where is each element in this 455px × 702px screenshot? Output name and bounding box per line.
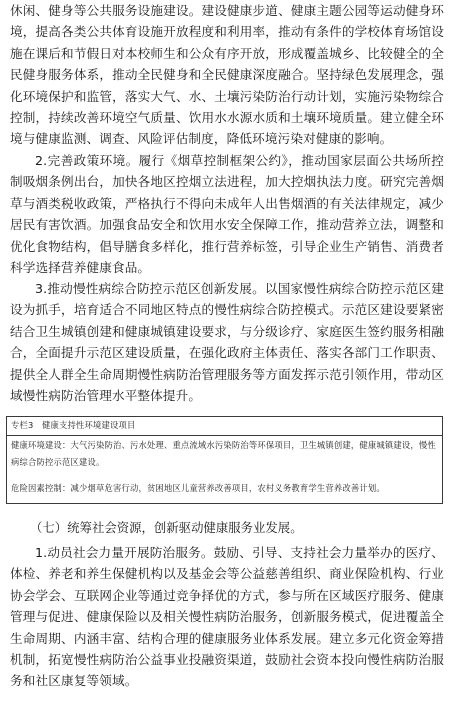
- project-box: [6, 416, 443, 504]
- project-box-title: 专栏3 健康支持性环境建设项目: [11, 420, 136, 430]
- paragraph-policy-environment: 2.完善政策环境。履行《烟草控制框架公约》，推动国家层面公共场所控制吸烟条例出台，加快各地区控烟立法进程，加大控烟执法力度。研究完善烟草与酒类税收政策，严格执行不得向未成年人出售烟酒的有关法律规定，减少居民有害饮酒。加强食品安全和饮用水安全保障工作，推动营养立法，调整和优化食物结构，倡导膳食多样化，推行营养标签，引导企业生产销售、消费者科学选择营养健康食品。: [10, 153, 444, 276]
- section-heading: （七）统筹社会资源，创新驱动健康服务业发展。: [30, 520, 303, 535]
- project-box-environment-text: 健康环境建设：大气污染防治、污水处理、重点流域水污染防治等环保项目，卫生城镇创建，健康城镇建设，慢性病综合防控示范区建设。: [11, 440, 436, 467]
- paragraph-fitness-environment: 休闲、健身等公共服务设施建设。建设健康步道、健康主题公园等运动健身环境，提高各类公共体育设施开放程度和利用率，推动有条件的学校体育场馆设施在课后和节假日对本校师生和公众有序开放，形成覆盖城乡、比较健全的全民健身服务体系，推动全民健身和全民健康深度融合。坚持绿色发展理念，强化环境保护和监管，落实大气、水、土壤污染防治行动计划，实施污染物综合控制，持续改善环境空气质量、饮用水水源水质和土壤环境质量。建立健全环境与健康监测、调查、风险评估制度，降低环境污染对健康的影响。: [10, 3, 444, 147]
- paragraph-demonstration-zone: 3.推动慢性病综合防控示范区创新发展。以国家慢性病综合防控示范区建设为抓手，培育适合不同地区特点的慢性病综合防控模式。示范区建设要紧密结合卫生城镇创建和健康城镇建设要求，与分级诊疗、家庭医生签约服务相融合，全面提升示范区建设质量，在强化政府主体责任、落实各部门工作职责、提供全人群全生命周期慢性病防治管理服务等方面发挥示范引领作用，带动区域慢性病防治管理水平整体提升。: [10, 281, 444, 404]
- project-box-header: [7, 417, 442, 436]
- project-box-risk-text: 危险因素控制：减少烟草危害行动，贫困地区儿童营养改善项目，农村义务教育学生营养改善计划。: [11, 483, 385, 493]
- paragraph-social-forces: 1.动员社会力量开展防治服务。鼓励、引导、支持社会力量举办的医疗、体检、养老和养生保健机构以及基金会等公益慈善组织、商业保险机构、行业协会学会、互联网企业等通过竞争择优的方式，参与所在区域医疗服务、健康管理与促进、健康保险以及相关慢性病防治服务，创新服务模式，促进覆盖全生命周期、内涵丰富、结构合理的健康服务业体系发展。建立多元化资金筹措机制，拓宽慢性病防治公益事业投融资渠道，鼓励社会资本投向慢性病防治服务和社区康复等领域。: [10, 545, 444, 689]
